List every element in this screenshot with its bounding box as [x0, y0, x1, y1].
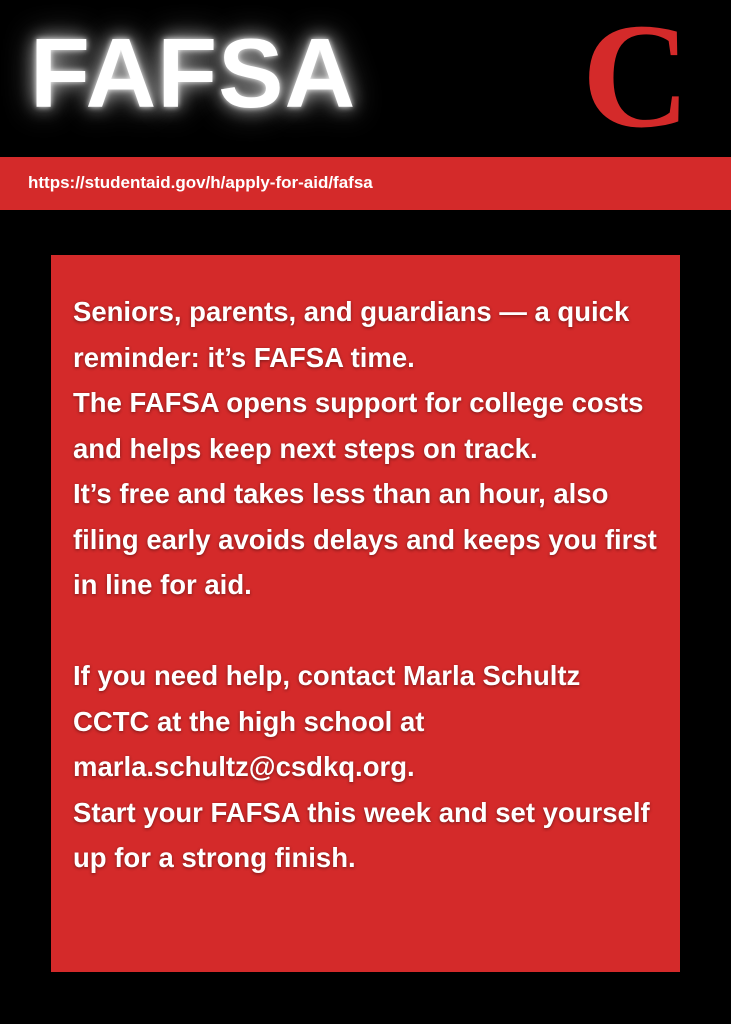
message-body: [73, 289, 663, 881]
logo-letter: C: [581, 16, 691, 132]
paragraph-spacer: [73, 608, 663, 654]
reminder-paragraph: Seniors, parents, and guardians — a quick reminder: it’s FAFSA time.: [73, 296, 630, 373]
message-card: [51, 255, 680, 972]
page-title: FAFSA: [30, 18, 357, 128]
free-early-paragraph: It’s free and takes less than an hour, also filing early avoids delays and keeps you first in line for aid.: [73, 478, 657, 600]
purpose-paragraph: The FAFSA opens support for college costs and helps keep next steps on track.: [73, 387, 644, 464]
fafsa-url-link[interactable]: https://studentaid.gov/h/apply-for-aid/fafsa: [28, 173, 373, 192]
url-banner: [0, 157, 731, 210]
call-to-action-paragraph: Start your FAFSA this week and set yourself up for a strong finish.: [73, 796, 650, 873]
contact-paragraph: If you need help, contact Marla Schultz CCTC at the high school at marla.schultz@csdkq.org.: [73, 660, 581, 782]
school-logo: [570, 16, 702, 132]
